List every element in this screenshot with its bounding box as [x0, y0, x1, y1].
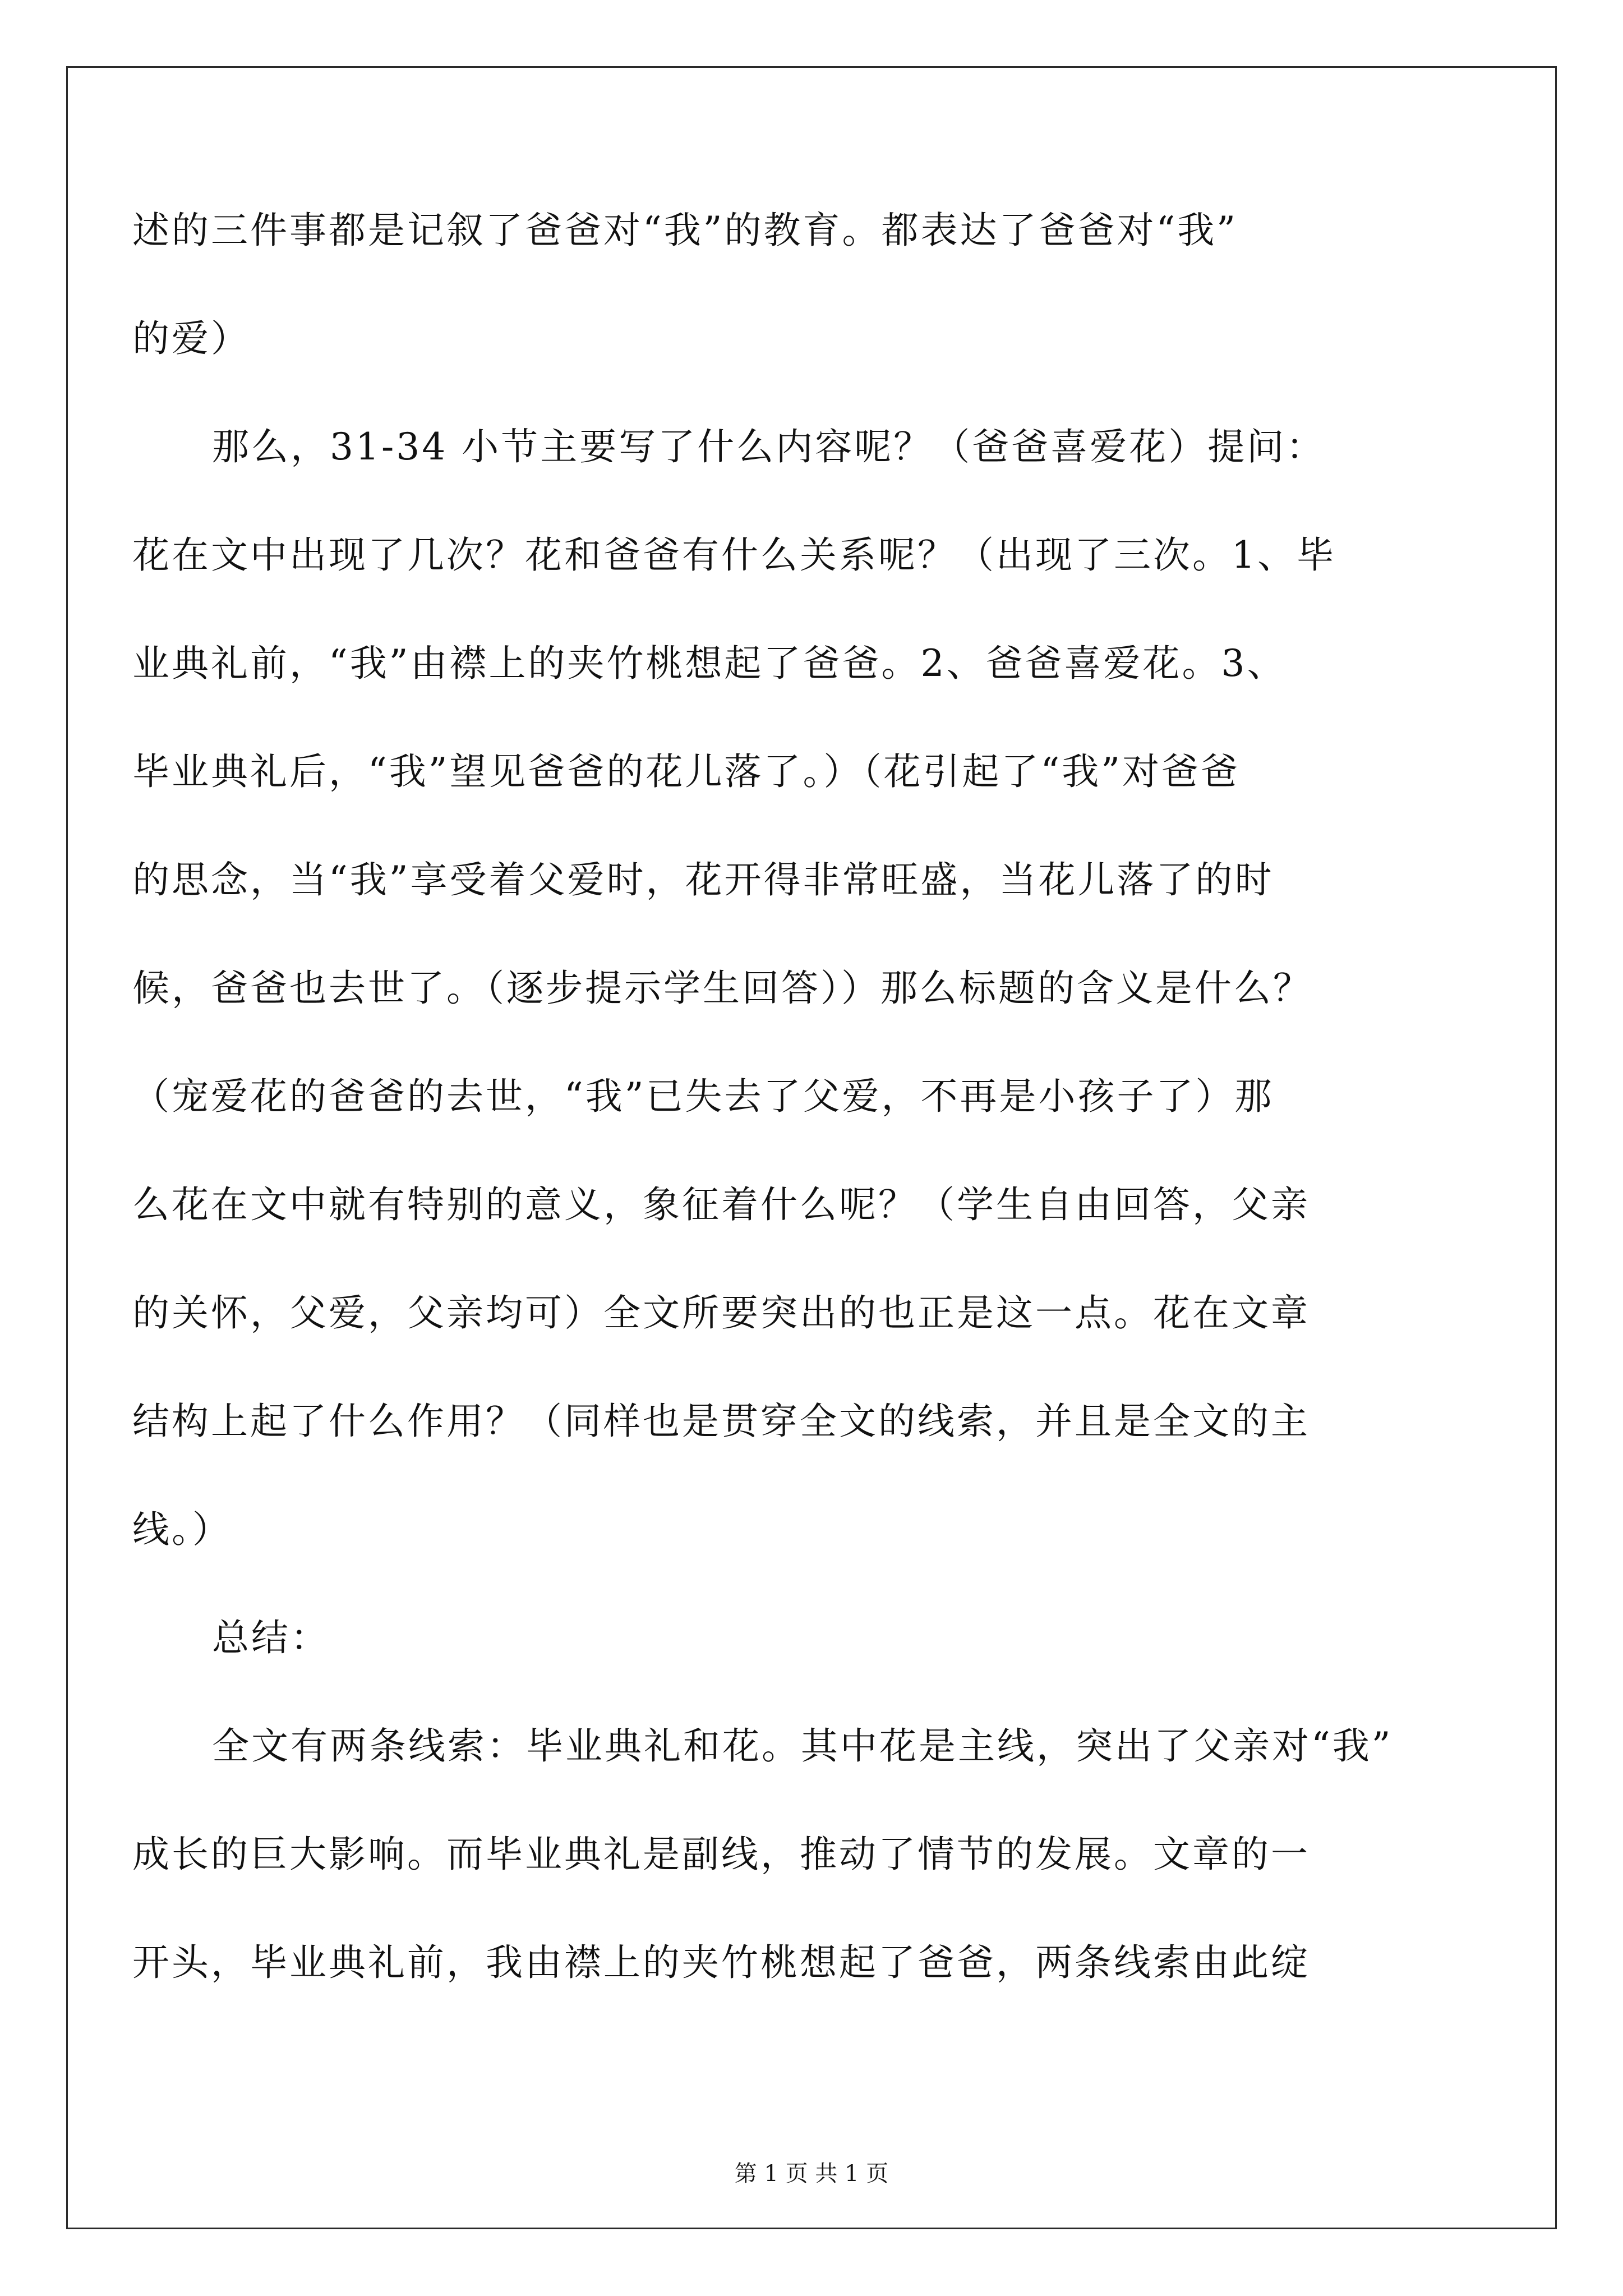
text-line: 的关怀，父爱，父亲均可）全文所要突出的也正是这一点。花在文章: [132, 1291, 1310, 1335]
text-line: 么花在文中就有特别的意义，象征着什么呢？（学生自由回答，父亲: [132, 1183, 1310, 1226]
text-line: 的爱）: [132, 317, 250, 360]
text-line: 结构上起了什么作用？（同样也是贯穿全文的线索，并且是全文的主: [132, 1400, 1310, 1443]
text-line: （宠爱花的爸爸的去世，“我”已失去了父爱，不再是小孩子了）那: [132, 1075, 1274, 1118]
text-line: 述的三件事都是记叙了爸爸对“我”的教育。都表达了爸爸对“我”: [132, 209, 1238, 252]
text-line: 花在文中出现了几次？花和爸爸有什么关系呢？（出现了三次。1、毕: [132, 533, 1336, 577]
text-line: 业典礼前，“我”由襟上的夹竹桃想起了爸爸。2、爸爸喜爱花。3、: [132, 642, 1287, 685]
text-line: 线。）: [132, 1508, 232, 1551]
text-line: 毕业典礼后，“我”望见爸爸的花儿落了。）（花引起了“我”对爸爸: [132, 750, 1240, 793]
text-line: 候，爸爸也去世了。（逐步提示学生回答））那么标题的含义是什么？: [132, 967, 1312, 1010]
page-footer: 第 1 页 共 1 页: [734, 2161, 889, 2187]
text-line: 总结：: [212, 1616, 330, 1659]
text-line: 的思念，当“我”享受着父爱时，花开得非常旺盛，当花儿落了的时: [132, 858, 1274, 901]
text-line: 那么，31-34 小节主要写了什么内容呢？（爸爸喜爱花）提问：: [212, 425, 1326, 468]
text-line: 开头，毕业典礼前，我由襟上的夹竹桃想起了爸爸，两条线索由此绽: [132, 1941, 1310, 1984]
text-line: 全文有两条线索：毕业典礼和花。其中花是主线，突出了父亲对“我”: [212, 1724, 1393, 1768]
text-line: 成长的巨大影响。而毕业典礼是副线，推动了情节的发展。文章的一: [132, 1833, 1310, 1876]
page-frame: [66, 66, 1557, 2229]
